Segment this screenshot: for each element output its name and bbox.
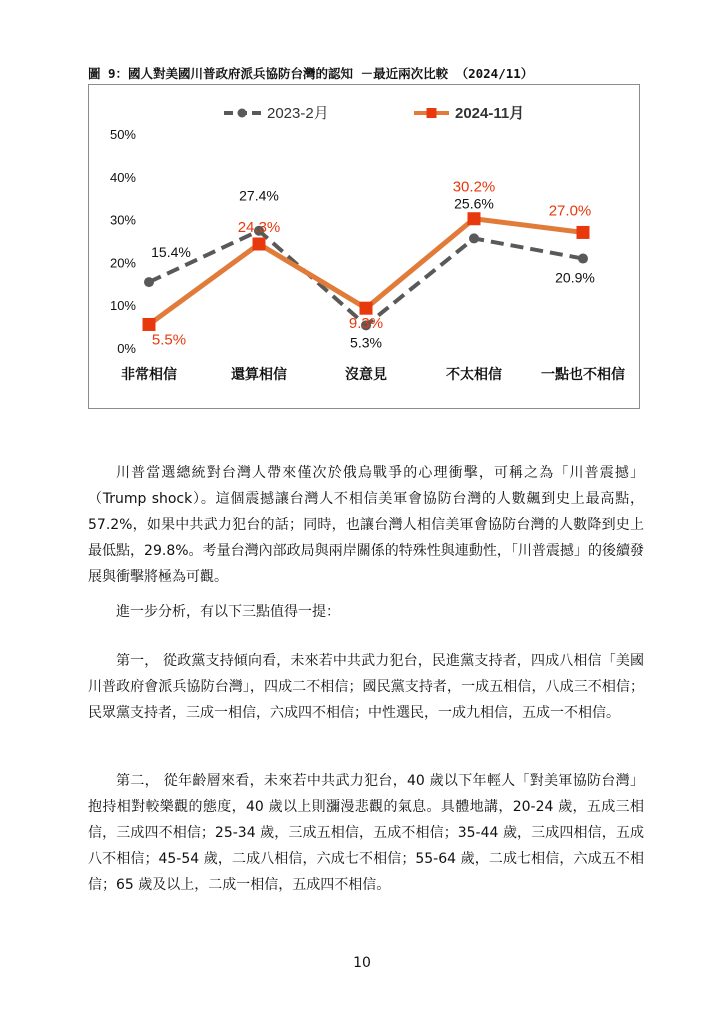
- paragraph-point-two: 第二， 從年齡層來看，未來若中共武力犯台，40 歲以下年輕人「對美軍協防台灣」抱持相對較樂觀的態度，40 歲以上則瀰漫悲觀的氣息。具體地講，20-24 歲，五成三相信，三成四不相信；25-34 歲，三成五相信，五成不相信；35-44 歲，三成四相信，五成八不相信；45-54 歲，二成八相信，六成七不相信；55-64 歲，二成七相信，六成五不相信；65 歲及以上，二成一相信，五成四不相信。: [88, 773, 644, 893]
- data-label-2023: 15.4%: [151, 244, 191, 261]
- paragraph-point-one: 第一， 從政黨支持傾向看，未來若中共武力犯台，民進黨支持者，四成八相信「美國川普政府會派兵協防台灣」，四成二不相信；國民黨支持者，一成五相信，八成三不相信；民眾黨支持者，三成一相信，六成四不相信；中性選民，一成九相信，五成一不相信。: [88, 653, 644, 721]
- x-category-label: 非常相信: [121, 366, 177, 382]
- y-tick-label: 0%: [117, 341, 136, 356]
- series-point-2024: [143, 318, 156, 331]
- page-number: 10: [353, 955, 371, 971]
- data-label-2023: 5.3%: [350, 334, 382, 351]
- legend-marker-2024: [427, 108, 437, 118]
- x-category-label: 還算相信: [231, 366, 287, 382]
- data-label-2023: 25.6%: [454, 195, 494, 212]
- y-tick-label: 30%: [109, 212, 136, 228]
- x-category-label: 沒意見: [345, 366, 387, 382]
- data-label-2024: 9.3%: [348, 315, 384, 333]
- data-label-2024: 24.3%: [237, 218, 281, 236]
- legend-label-2023: 2023-2月: [267, 105, 329, 122]
- series-point-2023: [144, 277, 154, 287]
- data-label-2023: 27.4%: [239, 187, 279, 204]
- chart-svg: [89, 85, 641, 410]
- series-point-2024: [577, 226, 590, 239]
- series-point-2024: [360, 302, 373, 315]
- x-category-label: 一點也不相信: [541, 366, 625, 382]
- line-chart: [88, 84, 640, 409]
- series-point-2024: [253, 237, 266, 250]
- y-tick-label: 50%: [109, 127, 136, 142]
- y-tick-label: 20%: [109, 255, 136, 271]
- legend-marker-2023: [238, 109, 247, 118]
- paragraph-intro: 川普當選總統對台灣人帶來僅次於俄烏戰爭的心理衝擊，可稱之為「川普震撼」（Trump shock）。這個震撼讓台灣人不相信美軍會協防台灣的人數飆到史上最高點，57.2%，如果中共武力犯台的話；同時，也讓台灣人相信美軍會協防台灣的人數降到史上最低點，29.8%。考量台灣內部政局與兩岸關係的特殊性與連動性，「川普震撼」的後續發展與衝擊將極為可觀。: [88, 465, 644, 585]
- series-point-2023: [578, 254, 588, 264]
- data-label-2024: 30.2%: [452, 178, 496, 196]
- x-category-label: 不太相信: [446, 366, 502, 382]
- series-point-2023: [469, 233, 479, 243]
- figure-title: 圖 9：國人對美國川普政府派兵協防台灣的認知 －最近兩次比較 （2024/11）: [88, 66, 534, 81]
- data-label-2023: 20.9%: [555, 269, 595, 286]
- legend-label-2024: 2024-11月: [455, 105, 525, 122]
- data-label-2024: 27.0%: [548, 202, 592, 220]
- y-tick-label: 10%: [109, 298, 136, 314]
- data-label-2024: 5.5%: [151, 331, 187, 349]
- series-point-2024: [468, 212, 481, 225]
- y-tick-label: 40%: [109, 169, 136, 185]
- paragraph-analysis-lead: 進一步分析，有以下三點值得一提：: [116, 604, 340, 620]
